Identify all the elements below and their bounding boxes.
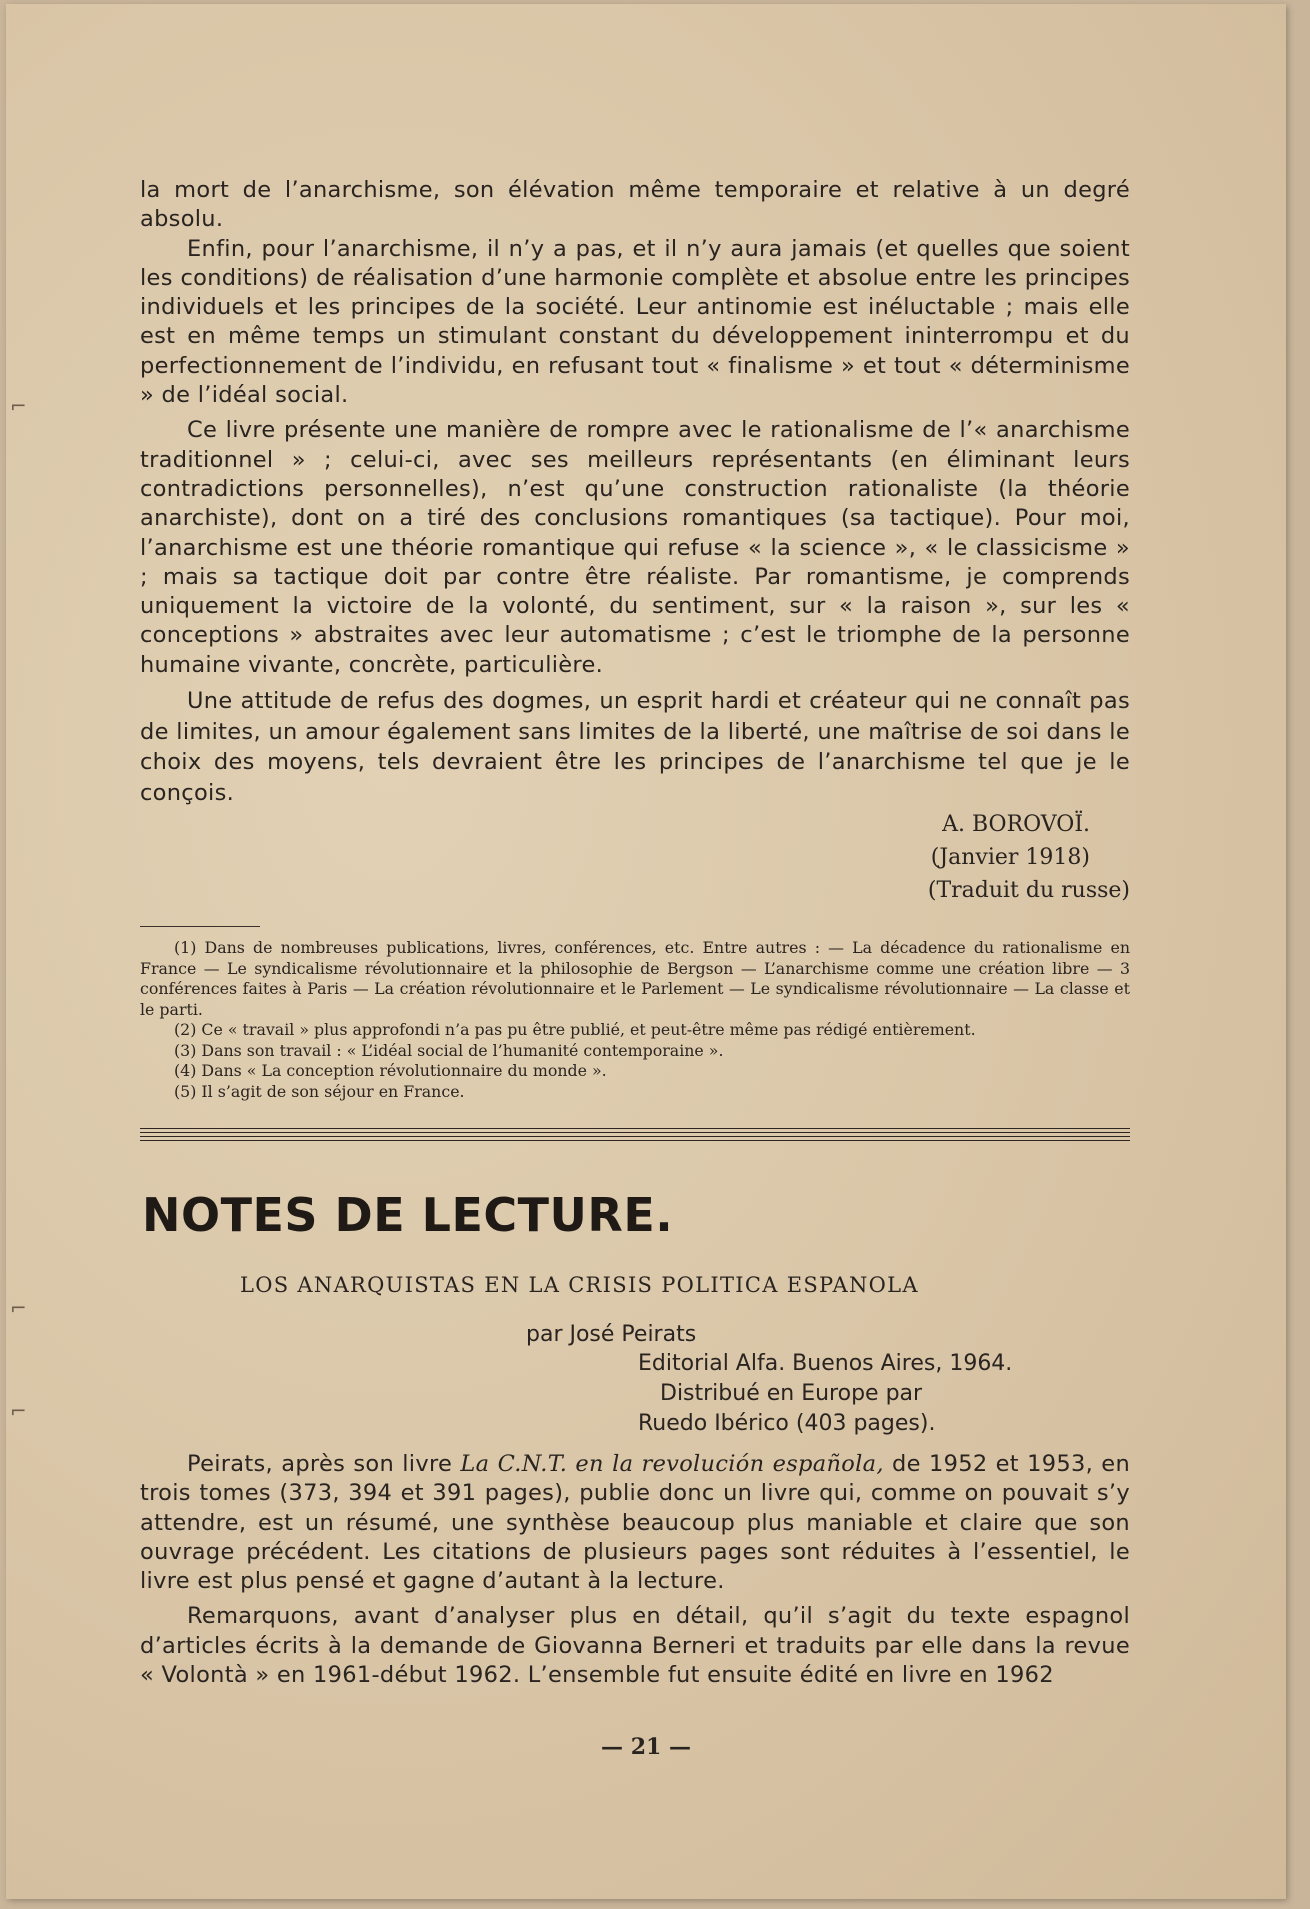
essay-paragraph: Enfin, pour l’anarchisme, il n’y a pas, et il n’y aura jamais (et quelles que soient les conditions) de réalisation d’une harmonie complète et absolue entre les principes individuels et les principes de la société. Leur antinomie est inéluctable ; mais elle est en même temps un stimulant constant du développement ininterrompu et du perfectionnement de l’individu, en refusant tout « finalisme » et tout « déterminisme » de l’idéal social.	[140, 235, 1130, 409]
distribution-line: Distribué en Europe par	[660, 1381, 923, 1406]
essay-paragraph: Ce livre présente une manière de rompre avec le rationalisme de l’« anarchisme traditionnel » ; celui-ci, avec ses meilleurs représentants (en éliminant leurs contradictions personnelles), n’est qu’une construction rationaliste (la théorie anarchiste), dont on a tiré des conclusions romantiques (sa tactique). Pour moi, l’anarchisme est une théorie romantique qui refuse « la science », « le classicisme » ; mais sa tactique doit par contre être réaliste. Par romantisme, je comprends uniquement la victoire de la volonté, du sentiment, sur « la raison », sur les « conceptions » abstraites avec leur automatisme ; c’est le triomphe de la personne humaine vivante, concrète, particulière.	[140, 417, 1130, 678]
signature-block	[140, 808, 1130, 907]
essay-paragraph: Une attitude de refus des dogmes, un esprit hardi et créateur qui ne connaît pas de limites, un amour également sans limites de la liberté, une maîtrise de soi dans le choix des moyens, tels devraient être les principes de l’anarchisme tel que je le conçois.	[140, 688, 1130, 806]
section-heading: NOTES DE LECTURE.	[142, 1188, 674, 1242]
margin-mark: ⌐	[10, 394, 27, 418]
review-text	[140, 1450, 1130, 1690]
footnote: (5) Il s’agit de son séjour en France.	[174, 1081, 465, 1101]
section-separator	[140, 1128, 1130, 1144]
translation-note: (Traduit du russe)	[927, 878, 1130, 904]
review-text-run: Peirats, après son livre	[187, 1451, 461, 1477]
cited-book-title: La C.N.T. en la revolución española,	[460, 1451, 884, 1477]
publication-info	[638, 1349, 1012, 1439]
author-name: A. BOROVOÏ.	[942, 812, 1090, 838]
book-author: par José Peirats	[526, 1322, 697, 1347]
distributor: Ruedo Ibérico (403 pages).	[638, 1411, 936, 1436]
review-paragraph: Remarquons, avant d’analyser plus en détail, qu’il s’agit du texte espagnol d’articles écrits à la demande de Giovanna Berneri et traduits par elle dans la revue « Volontà » en 1961-début 1962. L’ensemble fut ensuite édité en livre en 1962	[140, 1603, 1130, 1689]
essay-paragraph: la mort de l’anarchisme, son élévation même temporaire et relative à un degré absolu.	[140, 177, 1130, 233]
footnote-rule	[140, 926, 260, 927]
book-title: LOS ANARQUISTAS EN LA CRISIS POLITICA ESPANOLA	[240, 1273, 919, 1297]
document-page	[6, 4, 1286, 1899]
margin-mark: ⌐	[10, 1399, 27, 1423]
footnote: (1) Dans de nombreuses publications, livres, conférences, etc. Entre autres : — La décadence du rationalisme en France — Le syndicalisme révolutionnaire et la philosophie de Bergson — L’anarchisme comme une création libre — 3 conférences faites à Paris — La création révolutionnaire et le Parlement — Le syndicalisme révolutionnaire — La classe et le parti.	[140, 938, 1130, 1019]
margin-mark: ⌐	[10, 1296, 27, 1320]
footnote: (3) Dans son travail : « L’idéal social de l’humanité contemporaine ».	[174, 1040, 724, 1060]
footnotes	[140, 938, 1130, 1102]
review-paragraph	[140, 1450, 1130, 1596]
publisher: Editorial Alfa. Buenos Aires, 1964.	[638, 1351, 1013, 1376]
footnote: (4) Dans « La conception révolutionnaire du monde ».	[174, 1061, 607, 1080]
essay-text	[140, 176, 1130, 907]
footnote: (2) Ce « travail » plus approfondi n’a pas pu être publié, et peut-être même pas rédigé entièrement.	[174, 1020, 976, 1039]
page-number: — 21 —	[601, 1734, 691, 1760]
signature-date: (Janvier 1918)	[930, 845, 1090, 871]
review-text-run: de 1952 et 1953, en trois tomes (373, 394 et 391 pages), publie donc un livre qui, comme on pouvait s’y attendre, est un résumé, une synthèse beaucoup plus maniable et claire que son ouvrage précédent. Les citations de plusieurs pages sont réduites à l’essentiel, le livre est plus pensé et gagne d’autant à la lecture.	[140, 1451, 1131, 1595]
